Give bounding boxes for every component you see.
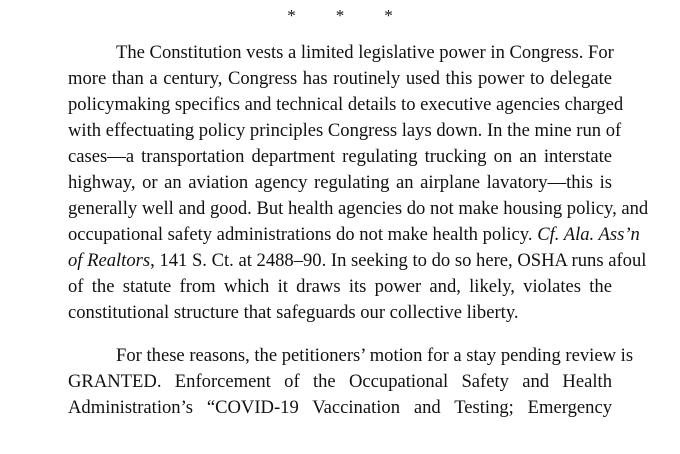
paragraph-2-line-2: GRANTED. Enforcement of the Occupational Safety and Health xyxy=(68,371,612,392)
paragraph-1-line-1: The Constitution vests a limited legislative power in Congress. For xyxy=(116,42,614,63)
section-separator xyxy=(0,6,680,26)
paragraph-1-line-11: constitutional structure that safeguards our collective liberty. xyxy=(68,302,519,323)
paragraph-1-line-10: of the statute from which it draws its power and, likely, violates the xyxy=(68,276,612,297)
paragraph-1-line-4: with effectuating policy principles Congress lays down. In the mine run of xyxy=(68,120,622,141)
paragraph-1-line-6: highway, or an aviation agency regulating an airplane lavatory—this is xyxy=(68,172,612,193)
separator-asterisk: * xyxy=(287,6,296,25)
separator-asterisk: * xyxy=(335,6,345,25)
paragraph-1-line-2: more than a century, Congress has routinely used this power to delegate xyxy=(68,68,612,89)
paragraph-2-line-3: Administration’s “COVID-19 Vaccination and Testing; Emergency xyxy=(68,397,612,418)
line-8-text: occupational safety administrations do not make health policy. xyxy=(68,224,533,245)
paragraph-1-line-7: generally well and good. But health agencies do not make housing policy, and xyxy=(68,198,649,219)
line-9-text: , 141 S. Ct. at 2488–90. In seeking to do so here, OSHA runs afoul xyxy=(150,250,647,271)
paragraph-2-line-1: For these reasons, the petitioners’ motion for a stay pending review is xyxy=(116,345,634,366)
paragraph-1-line-5: cases—a transportation department regulating trucking on an interstate xyxy=(68,146,612,167)
case-citation: Cf. Ala. Ass’n xyxy=(537,224,640,245)
case-citation-continued: of Realtors xyxy=(68,250,151,271)
paragraph-1-line-3: policymaking specifics and technical details to executive agencies charged xyxy=(68,94,624,115)
separator-asterisk: * xyxy=(384,6,393,25)
paragraph-1-line-9 xyxy=(68,249,647,272)
paragraph-1-line-8 xyxy=(68,223,640,246)
